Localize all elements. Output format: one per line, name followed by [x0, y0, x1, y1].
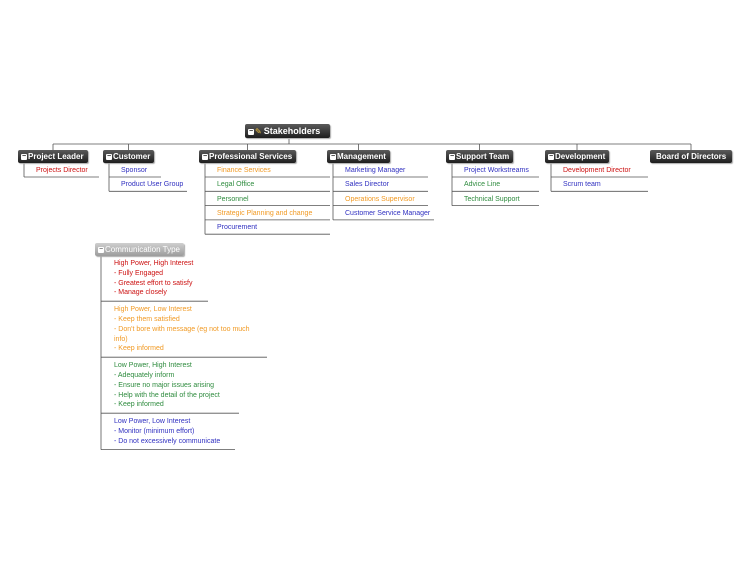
branch-item[interactable]: Customer Service Manager — [345, 209, 431, 217]
branch-item[interactable]: Advice Line — [464, 181, 501, 189]
branch-item[interactable]: Projects Director — [36, 167, 88, 174]
communication-line: - Fully Engaged — [114, 269, 164, 277]
branch-item[interactable]: Development Director — [563, 167, 631, 174]
branch-node-board-of-directors[interactable] — [650, 150, 732, 163]
branch-item[interactable]: Project Workstreams — [464, 167, 529, 174]
branch-label: Management — [337, 152, 386, 161]
communication-line: - Keep informed — [114, 345, 164, 353]
communication-block[interactable] — [114, 259, 193, 298]
collapse-icon[interactable]: − — [248, 128, 254, 135]
communication-line: - Ensure no major issues arising — [114, 381, 214, 389]
branch-item[interactable]: Sales Director — [345, 181, 389, 189]
branch-node-management[interactable] — [327, 150, 390, 163]
collapse-icon[interactable]: − — [548, 153, 554, 160]
branch-item[interactable]: Product User Group — [121, 181, 184, 189]
communication-line: - Do not excessively communicate — [114, 437, 221, 445]
communication-line: - Greatest effort to satisfy — [114, 279, 193, 287]
root-node-stakeholders[interactable] — [245, 124, 330, 138]
collapse-icon[interactable]: − — [21, 153, 27, 160]
branch-node-project-leader[interactable] — [18, 150, 88, 163]
root-label: Stakeholders — [263, 126, 321, 136]
communication-block[interactable] — [114, 417, 220, 446]
branch-label: Support Team — [456, 152, 510, 161]
branch-item[interactable]: Strategic Planning and change — [217, 209, 313, 217]
communication-line: Low Power, High Interest — [114, 362, 192, 370]
branch-item[interactable]: Personnel — [217, 195, 249, 203]
branch-item[interactable]: Sponsor — [121, 167, 148, 174]
branch-node-development[interactable] — [545, 150, 609, 163]
communication-line: - Help with the detail of the project — [114, 391, 220, 399]
branch-label: Professional Services — [209, 152, 293, 161]
collapse-icon[interactable]: − — [202, 153, 208, 160]
communication-type-label: Communication Type — [105, 245, 180, 254]
collapse-icon[interactable]: − — [449, 153, 455, 160]
collapse-icon[interactable]: − — [98, 246, 104, 253]
branch-label: Project Leader — [28, 152, 84, 161]
branch-item[interactable]: Legal Office — [217, 181, 255, 189]
branch-item[interactable]: Marketing Manager — [345, 167, 406, 174]
branch-label: Development — [555, 152, 606, 161]
communication-line: info) — [114, 335, 128, 343]
collapse-icon[interactable]: − — [106, 153, 112, 160]
branch-item[interactable]: Scrum team — [563, 181, 601, 189]
branch-node-customer[interactable] — [103, 150, 154, 163]
branch-label: Board of Directors — [656, 152, 727, 161]
communication-line: - Keep informed — [114, 401, 164, 409]
branch-label: Customer — [113, 152, 151, 161]
communication-type-node[interactable] — [95, 243, 184, 256]
communication-line: - Keep them satisfied — [114, 315, 180, 323]
communication-line: High Power, High Interest — [114, 260, 194, 267]
communication-line: High Power, Low Interest — [114, 306, 192, 314]
branch-item[interactable]: Procurement — [217, 224, 258, 232]
communication-line: - Adequately inform — [114, 371, 175, 379]
communication-line: - Monitor (minimum effort) — [114, 427, 195, 435]
branch-node-professional-services[interactable] — [199, 150, 296, 163]
communication-line: - Don't bore with message (eg not too much — [114, 325, 250, 333]
communication-line: - Manage closely — [114, 289, 167, 297]
branch-node-support-team[interactable] — [446, 150, 513, 163]
branch-item[interactable]: Finance Services — [217, 167, 271, 174]
communication-block[interactable] — [114, 305, 250, 354]
branch-item[interactable]: Technical Support — [464, 195, 520, 203]
pencil-icon: ✎ — [255, 127, 262, 136]
collapse-icon[interactable]: − — [330, 153, 336, 160]
communication-line: Low Power, Low Interest — [114, 418, 191, 426]
communication-block[interactable] — [114, 361, 220, 410]
branch-item[interactable]: Operations Supervisor — [345, 195, 415, 203]
